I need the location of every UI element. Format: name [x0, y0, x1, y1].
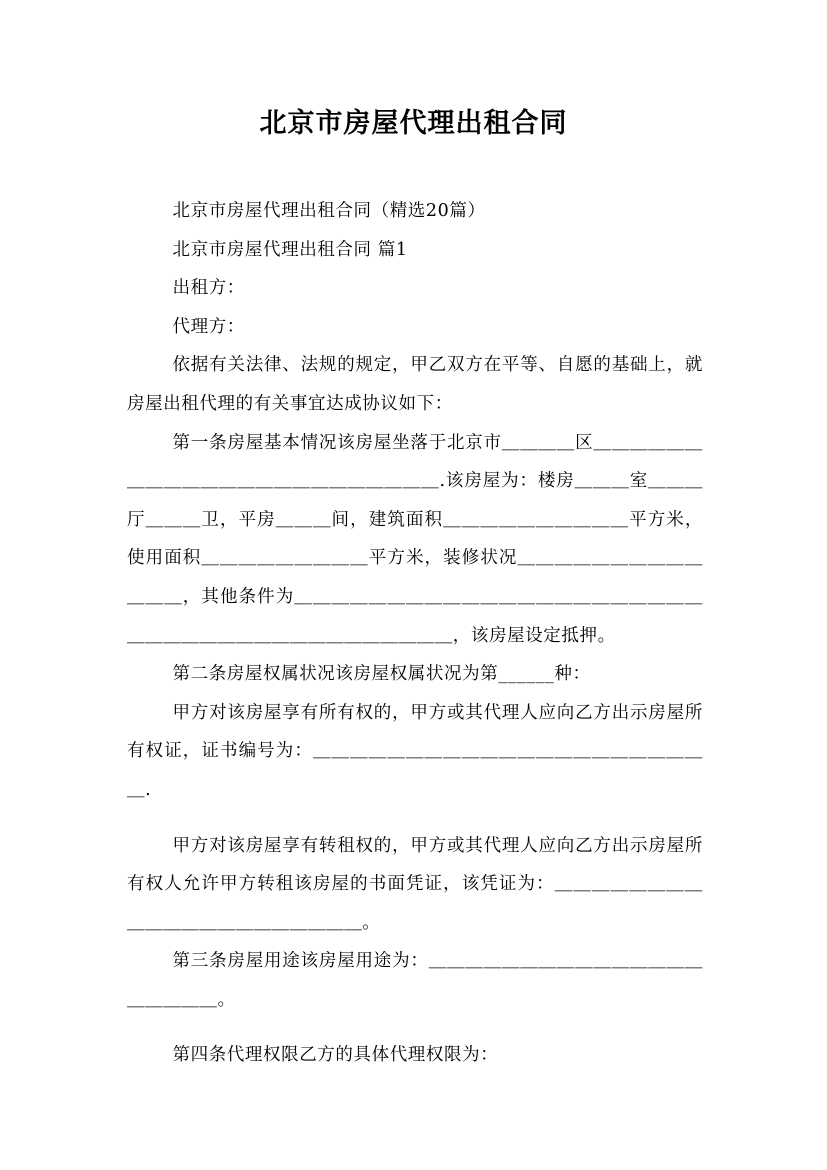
paragraph-agent: 代理方：: [172, 316, 245, 337]
paragraph-heading-part-1: 北京市房屋代理出租合同 篇1: [172, 239, 408, 260]
paragraph-sublease-right: 甲方对该房屋享有转租权的，甲方或其代理人应向乙方出示房屋所有权人允许甲方转租该房屋的书面凭证，该凭证为：＿＿＿＿＿＿＿＿＿＿＿＿＿＿＿＿＿＿＿＿＿。: [127, 835, 703, 933]
document-title: 北京市房屋代理出租合同: [259, 108, 568, 139]
paragraph-ownership: 甲方对该房屋享有所有权的，甲方或其代理人应向乙方出示房屋所有权证，证书编号为：＿＿＿＿＿＿＿＿＿＿＿＿＿＿＿＿＿＿＿＿＿＿.: [127, 702, 703, 800]
paragraph-article-3: 第三条房屋用途该房屋用途为：＿＿＿＿＿＿＿＿＿＿＿＿＿＿＿＿＿＿＿＿。: [127, 951, 703, 1010]
paragraph-article-2: 第二条房屋权属状况该房屋权属状况为第______种：: [172, 664, 591, 685]
paragraph-article-1: 第一条房屋基本情况该房屋坐落于北京市＿＿＿＿区＿＿＿＿＿＿＿＿＿＿＿＿＿＿＿＿＿＿＿＿＿＿＿.该房屋为：楼房＿＿＿室＿＿＿厅＿＿＿卫，平房＿＿＿间，建筑面积＿＿＿＿＿＿＿＿＿＿平方米，使用面积＿＿＿＿＿＿＿＿＿平方米，装修状况＿＿＿＿＿＿＿＿＿＿＿＿＿，其他条件为＿＿＿＿＿＿＿＿＿＿＿＿＿＿＿＿＿＿＿＿＿＿＿＿＿＿＿＿＿＿＿＿＿＿＿＿＿＿＿＿，该房屋设定抵押。: [127, 432, 703, 646]
paragraph-preamble: 依据有关法律、法规的规定，甲乙双方在平等、自愿的基础上，就房屋出租代理的有关事宜达成协议如下：: [127, 355, 703, 414]
paragraph-lessor: 出租方：: [172, 278, 245, 299]
document-body: [127, 192, 703, 1075]
paragraph-heading-selection: 北京市房屋代理出租合同（精选20篇）: [172, 201, 486, 221]
paragraph-article-4: 第四条代理权限乙方的具体代理权限为：: [172, 1045, 499, 1066]
